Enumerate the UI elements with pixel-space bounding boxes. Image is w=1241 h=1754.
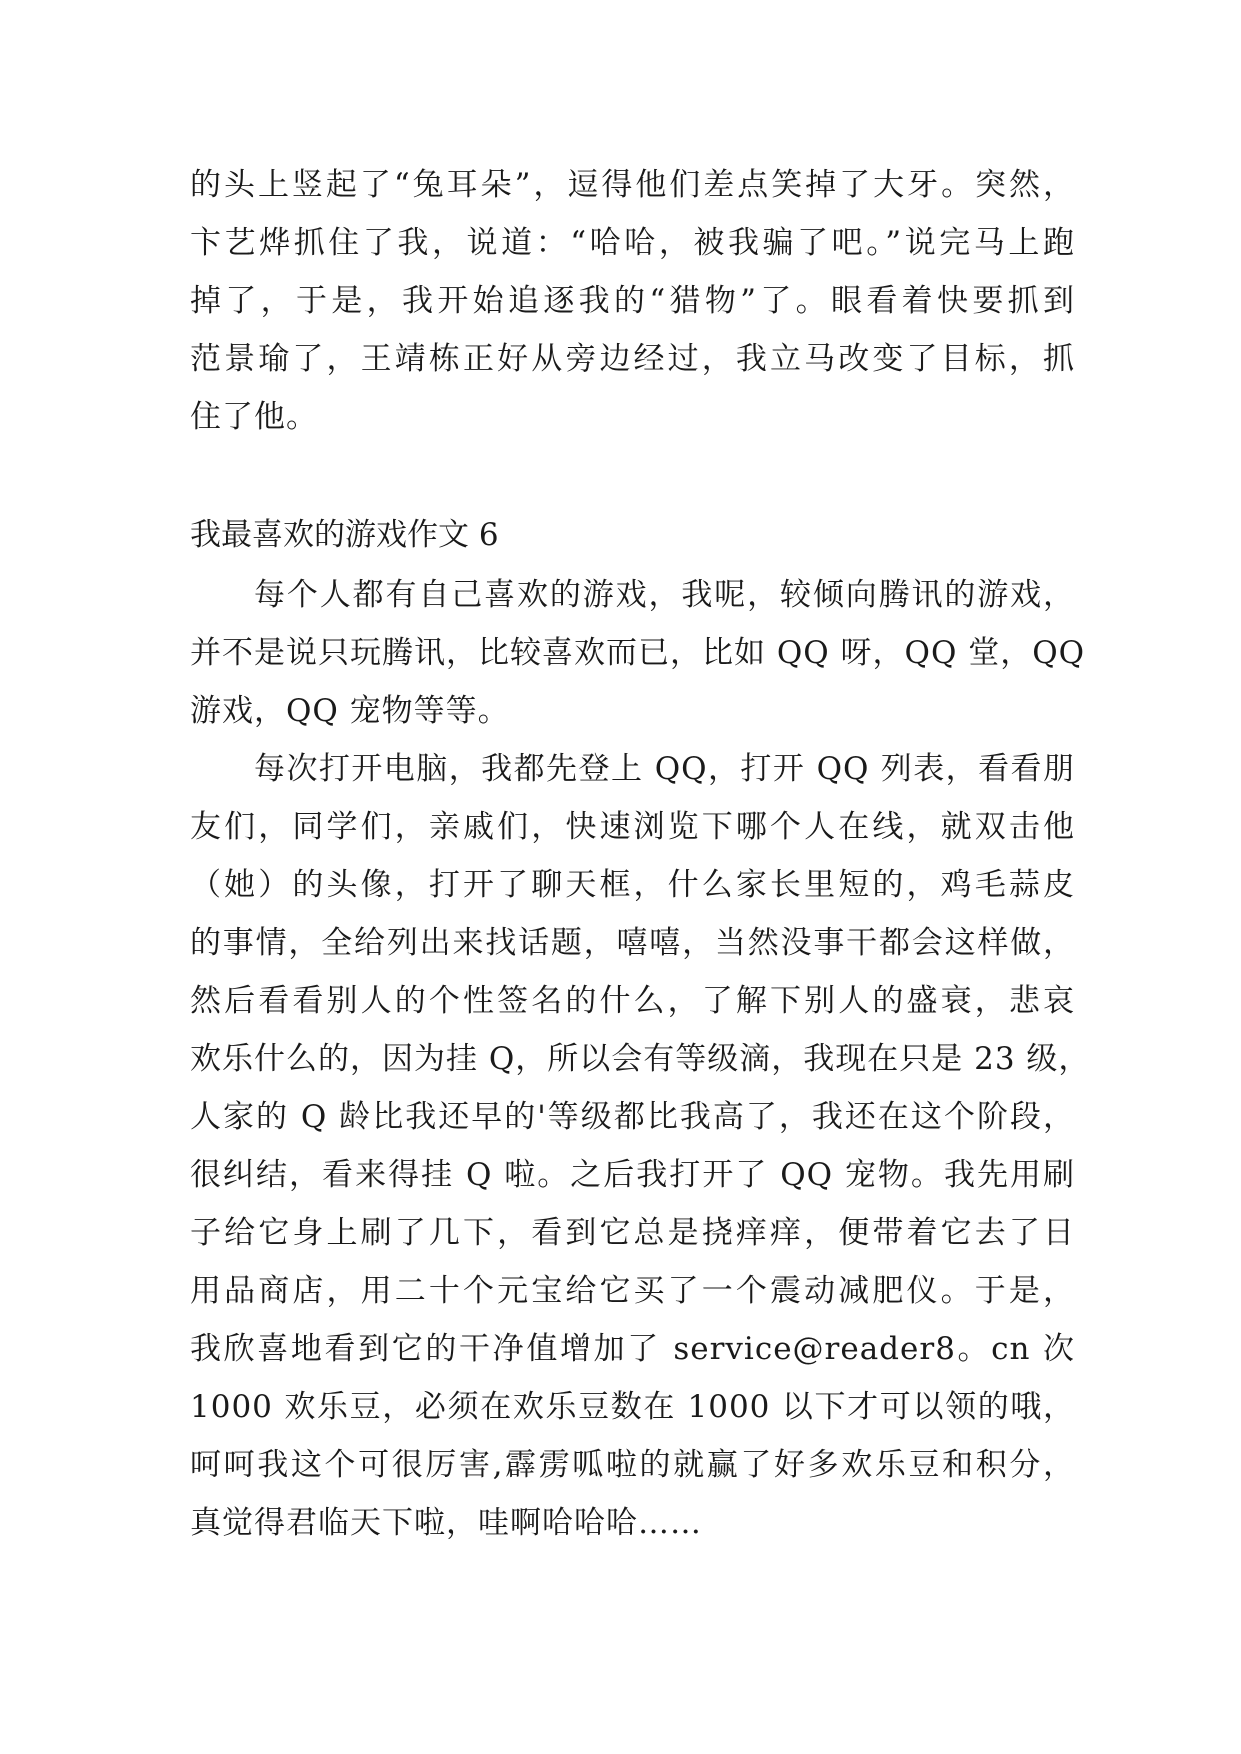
- text-line: 呵呵我这个可很厉害,霹雳呱啦的就赢了好多欢乐豆和积分，: [190, 1447, 1075, 1483]
- text-line: 并不是说只玩腾讯，比较喜欢而已，比如 QQ 呀，QQ 堂，QQ: [190, 635, 1086, 671]
- text-line: 子给它身上刷了几下，看到它总是挠痒痒，便带着它去了日: [190, 1215, 1075, 1251]
- text-line: （她）的头像，打开了聊天框，什么家长里短的，鸡毛蒜皮: [190, 867, 1075, 903]
- text-line: 卞艺烨抓住了我，说道：“哈哈，被我骗了吧。”说完马上跑: [190, 225, 1075, 261]
- paragraph-1: [190, 566, 1086, 740]
- paragraph-continued: [190, 156, 1075, 446]
- text-line: 的头上竖起了“兔耳朵”，逗得他们差点笑掉了大牙。突然，: [190, 167, 1075, 203]
- essay-heading: 我最喜欢的游戏作文 6: [190, 517, 499, 553]
- text-line: 1000 欢乐豆，必须在欢乐豆数在 1000 以下才可以领的哦，: [190, 1389, 1075, 1425]
- text-line: 游戏，QQ 宠物等等。: [190, 693, 510, 729]
- text-line: 很纠结，看来得挂 Q 啦。之后我打开了 QQ 宠物。我先用刷: [190, 1157, 1075, 1193]
- text-line: 每次打开电脑，我都先登上 QQ，打开 QQ 列表，看看朋: [254, 751, 1075, 787]
- text-line: 每个人都有自己喜欢的游戏，我呢，较倾向腾讯的游戏，: [254, 577, 1075, 613]
- text-line: 我欣喜地看到它的干净值增加了 service@reader8。cn 次: [190, 1331, 1075, 1367]
- paragraph-2: [190, 740, 1091, 1552]
- text-line: 然后看看别人的个性签名的什么，了解下别人的盛衰，悲哀: [190, 983, 1075, 1019]
- text-line: 住了他。: [190, 399, 318, 435]
- text-line: 真觉得君临天下啦，哇啊哈哈哈……: [190, 1505, 702, 1541]
- text-line: 欢乐什么的，因为挂 Q，所以会有等级滴，我现在只是 23 级，: [190, 1041, 1091, 1077]
- text-line: 人家的 Q 龄比我还早的'等级都比我高了，我还在这个阶段，: [190, 1099, 1075, 1135]
- text-line: 用品商店，用二十个元宝给它买了一个震动减肥仪。于是，: [190, 1273, 1075, 1309]
- text-line: 的事情，全给列出来找话题，嘻嘻，当然没事干都会这样做，: [190, 925, 1075, 961]
- text-line: 友们，同学们，亲戚们，快速浏览下哪个人在线，就双击他: [190, 809, 1075, 845]
- text-line: 掉了，于是，我开始追逐我的“猎物”了。眼看着快要抓到: [190, 283, 1075, 319]
- text-line: 范景瑜了，王靖栋正好从旁边经过，我立马改变了目标，抓: [190, 341, 1075, 377]
